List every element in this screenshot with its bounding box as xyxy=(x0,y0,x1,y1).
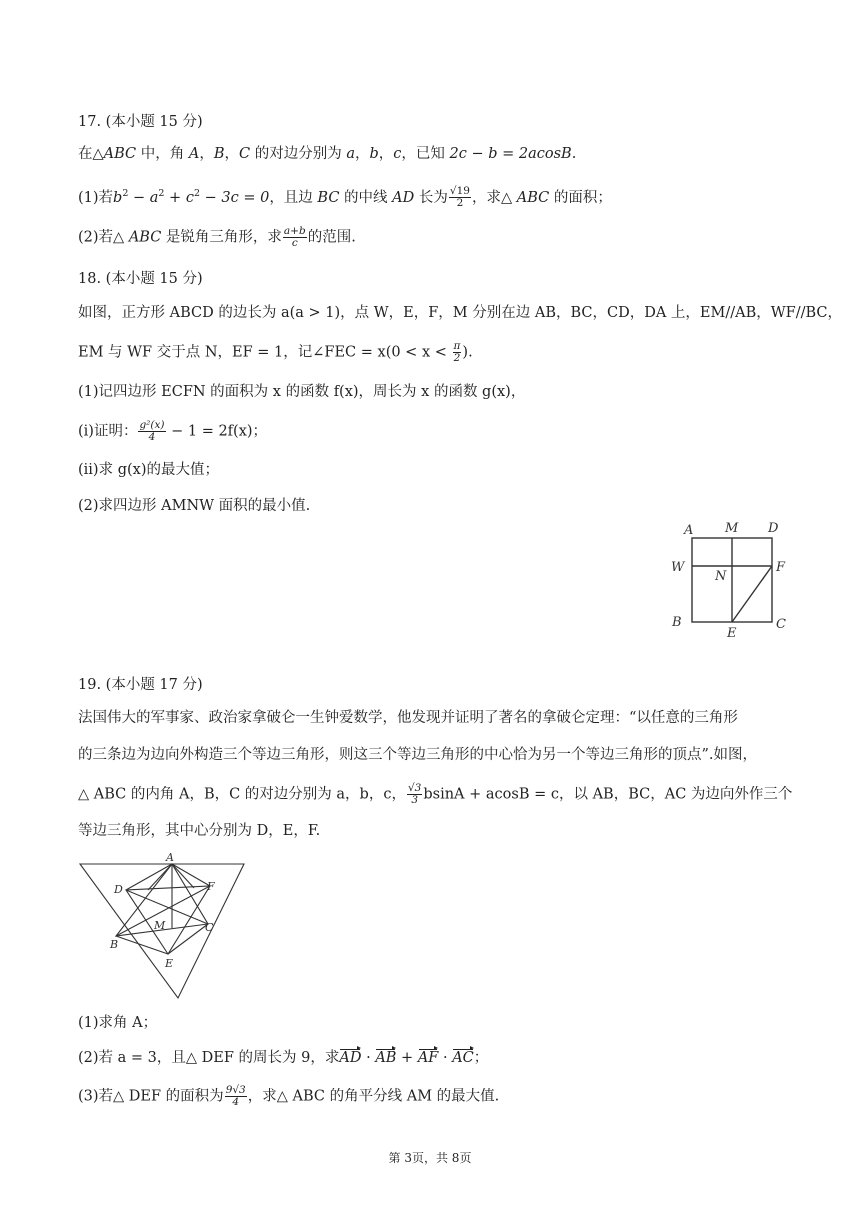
label-a: A xyxy=(684,523,694,538)
label-b: B xyxy=(110,938,119,951)
q19-header: 19. (本小题 17 分) xyxy=(78,677,203,693)
q19-stem-line4: 等边三角形，其中心分别为 D，E，F. xyxy=(78,823,321,839)
q18-part2: (2)求四边形 AMNW 面积的最小值. xyxy=(78,498,311,514)
q19-part2: (2)若 a = 3，且△ DEF 的周长为 9，求AD · AB + AF · AC； xyxy=(78,1050,489,1066)
q18-stem-line1: 如图，正方形 ABCD 的边长为 a(a > 1)，点 W，E，F，M 分别在边 AB，BC，CD，DA 上，EM//AB，WF//BC， xyxy=(78,305,843,321)
label-b: B xyxy=(672,615,682,630)
label-d: D xyxy=(768,521,779,536)
q17-part2: (2)若△ ABC 是锐角三角形，求 $\frac{a+b}{c}$ 的范围. xyxy=(78,225,356,249)
label-a: A xyxy=(166,851,174,864)
q18-square-figure xyxy=(660,512,800,647)
fraction: $\frac{\pi}{2}$ xyxy=(453,340,461,364)
q18-part1: (1)记四边形 ECFN 的面积为 x 的函数 f(x)，周长为 x 的函数 g(x)， xyxy=(78,384,526,400)
q18-stem-line2: EM 与 WF 交于点 N，EF = 1，记∠FEC = x(0 < x < $\frac{\pi}{2}$ ). xyxy=(78,340,473,364)
label-d: D xyxy=(114,883,123,896)
segment-ef xyxy=(732,566,772,622)
fraction: $\frac{\text{g²(x)}}{4}$ xyxy=(139,419,165,443)
label-n: N xyxy=(715,569,727,584)
label-w: W xyxy=(671,560,685,575)
q17-part1: (1)若$b^2 - a^2 + c^2 - 3c = 0$，且边 BC 的中线 AD 长为 $\frac{√19}{2}$ ，求△ ABC 的面积； xyxy=(78,185,612,210)
q17-stem: 在△ABC 中，角 A，B，C 的对边分别为 a，b，c，已知 2c − b = 2acosB. xyxy=(78,146,577,162)
q19-stem-line2: 的三条边为边向外构造三个等边三角形，则这三个等边三角形的中心恰为另一个等边三角形的顶点”.如图， xyxy=(78,747,758,763)
q19-napoleon-figure xyxy=(78,850,248,1002)
q19-part3: (3)若△ DEF 的面积为 $\frac{9√3}{4}$ ，求△ ABC 的角平分线 AM 的最大值. xyxy=(78,1084,500,1108)
fraction: $\frac{9√3}{4}$ xyxy=(225,1084,246,1108)
fraction: $\frac{a+b}{c}$ xyxy=(283,225,306,249)
label-e: E xyxy=(727,626,737,641)
label-f: F xyxy=(207,880,215,893)
q18-header: 18. (本小题 15 分) xyxy=(78,271,203,287)
q18-part1-ii: (ii)求 g(x)的最大值； xyxy=(78,462,219,478)
label-c: C xyxy=(776,617,786,632)
q19-stem-line3: △ ABC 的内角 A，B，C 的对边分别为 a，b，c， $\frac{√3}{3}$ bsinA + acosB = c，以 AB，BC，AC 为边向外作三个 xyxy=(78,782,793,806)
q19-stem-line1: 法国伟大的军事家、政治家拿破仑一生钟爱数学，他发现并证明了著名的拿破仑定理：“以任意的三角形 xyxy=(78,710,738,726)
q18-part1-i: (i)证明： $\frac{\text{g²(x)}}{4}$ − 1 = 2f(x)； xyxy=(78,419,268,443)
fraction: $\frac{√3}{3}$ xyxy=(407,782,422,806)
label-f: F xyxy=(776,560,786,575)
label-c: C xyxy=(205,921,214,934)
page-footer: 第 3页，共 8页 xyxy=(388,1151,472,1165)
fraction: $\frac{√19}{2}$ xyxy=(449,185,470,210)
label-e: E xyxy=(165,957,174,970)
q19-part1: (1)求角 A； xyxy=(78,1015,158,1031)
label-m: M xyxy=(154,919,166,932)
label-m: M xyxy=(725,521,739,536)
q17-header: 17. (本小题 15 分) xyxy=(78,114,203,130)
